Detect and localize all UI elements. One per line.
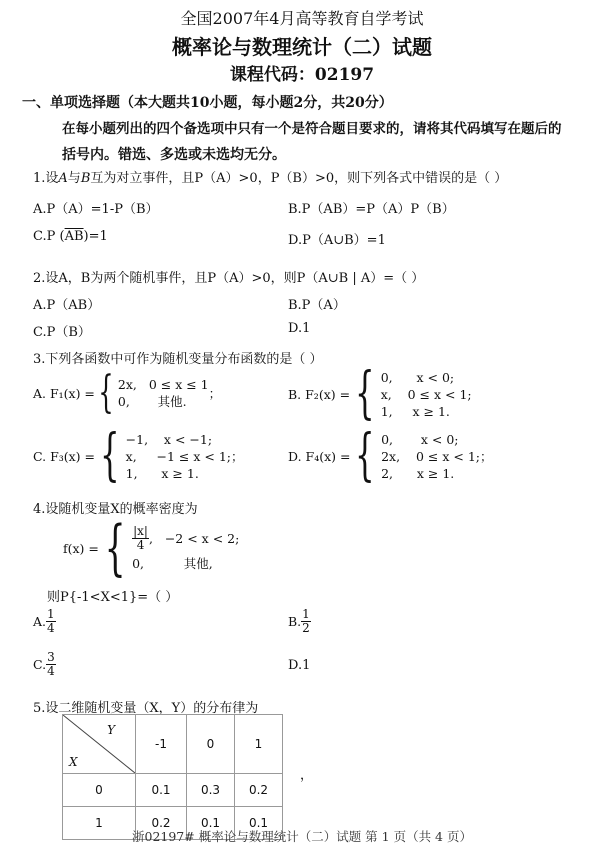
section-title: 一、单项选择题（本大题共10小题，每小题2分，共20分） [22,95,393,111]
exam-header-line: 全国2007年4月高等教育自学考试 [180,9,424,28]
question-2-option-d: D.1 [288,321,311,336]
question-4-density: f(x) = { $\frac{|x|}{4}$ , −2 < x < 2; 0, 其他, [63,513,240,583]
col-header: -1 [136,715,187,774]
question-4-option-b: B. $\frac{1}{2}$ [288,607,310,635]
row-header: 1 [63,807,136,840]
col-header: 1 [235,715,283,774]
distribution-table-wrap [62,714,283,840]
table-cell: 0.2 [136,807,187,840]
exam-title: 概率论与数理统计（二）试题 [172,35,432,59]
question-3-option-a: A. F₁(x) = { 2x, 0 ≤ x ≤ 1 0, 其他. ； [33,367,222,418]
question-1-option-d: D.P（A∪B）=1 [288,233,386,248]
section-instruction-line2: 括号内。错选、多选或未选均无分。 [62,147,286,163]
question-3-option-b: B. F₂(x) = { 0, x < 0; x, 0 ≤ x < 1; 1, x ≥ 1. [288,361,472,426]
corner-label-x: X [69,755,78,769]
question-4-stem: 4.设随机变量X的概率密度为 [33,502,198,517]
question-4-option-a: A. $\frac{1}{4}$ [33,607,55,635]
question-1-option-a: A.P（A）=1-P（B） [33,202,159,217]
question-2-option-b: B.P（A） [288,298,346,313]
question-2-stem: 2.设A，B为两个随机事件，且P（A）>0，则P（A∪B | A）=（ ） [33,271,425,286]
question-1-option-c: C.P $(\overline{AB})=1$ [33,229,108,244]
question-2-option-c: C.P（B） [33,325,91,340]
question-1-stem: 1.设A与B互为对立事件，且P（A）>0，P（B）>0，则下列各式中错误的是（ ） [33,171,508,186]
question-4-option-c: C. $\frac{3}{4}$ [33,650,55,678]
col-header: 0 [187,715,235,774]
table-cell: 0.1 [136,774,187,807]
question-5-stem: 5.设二维随机变量（X，Y）的分布律为 [33,701,259,716]
question-4-option-d: D.1 [288,658,311,673]
question-1-option-b: B.P（AB）=P（A）P（B） [288,202,455,217]
table-cell: 0.1 [235,807,283,840]
corner-label-y: Y [107,723,115,737]
table-cell: 0.1 [187,807,235,840]
question-4-query: 则P{-1<X<1}=（ ） [47,590,179,605]
table-trailing-comma: ， [300,768,314,783]
table-cell: 0.3 [187,774,235,807]
table-cell: 0.2 [235,774,283,807]
section-instruction-line1: 在每小题列出的四个备选项中只有一个是符合题目要求的，请将其代码填写在题后的 [62,121,562,137]
distribution-table [62,714,283,840]
page-footer: 浙02197# 概率论与数理统计（二）试题 第 1 页（共 4 页） [132,829,472,844]
question-3-option-d: D. F₄(x) = { 0, x < 0; 2x, 0 ≤ x < 1; 2, x ≥ 1. ； [288,423,493,488]
question-3-option-c: C. F₃(x) = { −1, x < −1; x, −1 ≤ x < 1; 1, x ≥ 1. ； [33,423,244,488]
table-row [63,774,283,807]
question-2-option-a: A.P（AB） [33,298,101,313]
table-corner-cell [63,715,136,774]
course-code: 课程代码：02197 [229,65,375,85]
row-header: 0 [63,774,136,807]
question-3-stem: 3.下列各函数中可作为随机变量分布函数的是（ ） [33,352,323,367]
